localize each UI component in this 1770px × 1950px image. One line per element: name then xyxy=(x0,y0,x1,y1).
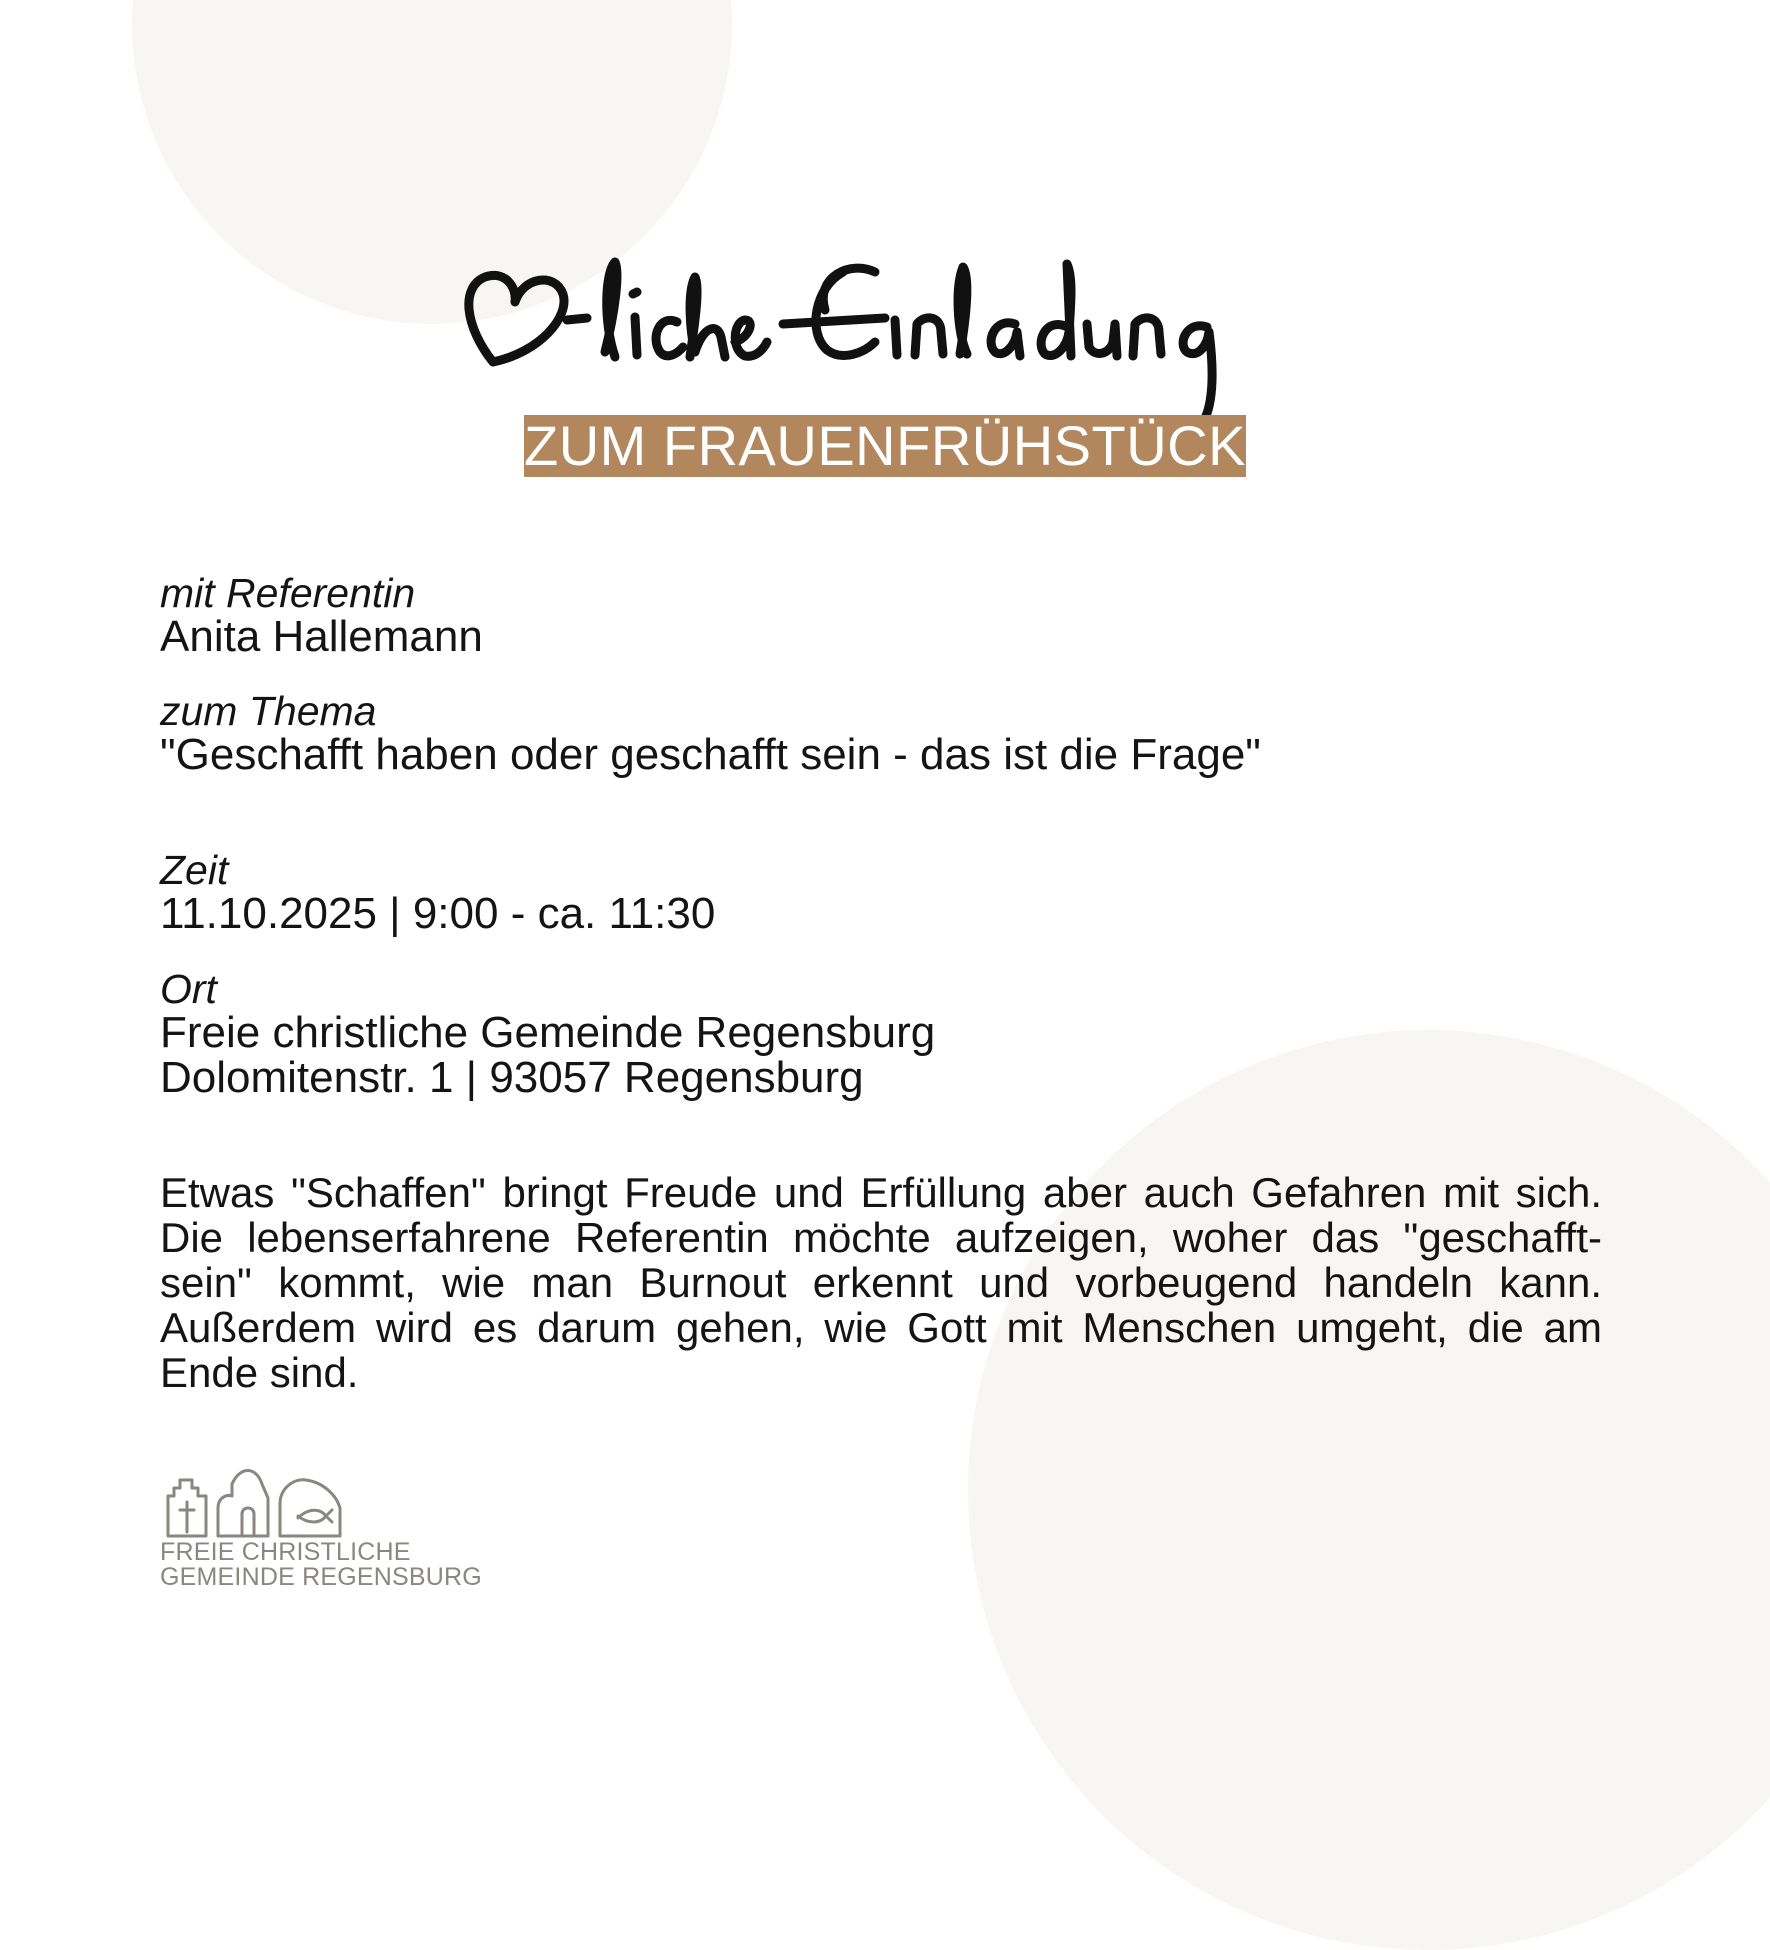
topic-title: "Geschafft haben oder geschafft sein - das ist die Frage" xyxy=(160,730,1261,779)
speaker-name: Anita Hallemann xyxy=(160,612,483,661)
time-label: Zeit xyxy=(160,847,229,893)
venue-address: Dolomitenstr. 1 | 93057 Regensburg xyxy=(160,1053,864,1102)
event-description: Etwas "Schaffen" bringt Freude und Erfüllung aber auch Gefahren mit sich. Die lebenserfahrene Referentin möchte aufzeigen, woher das "geschafft-sein" kommt, wie man Burnout erkennt und vorbeugend handeln kann. Außerdem wird es darum gehen, wie Gott mit Menschen umgeht, die am Ende sind. xyxy=(160,1169,1602,1396)
event-date-time: 11.10.2025 | 9:00 - ca. 11:30 xyxy=(160,889,716,938)
background-circle-bottom xyxy=(968,1030,1770,1950)
church-buildings-icon xyxy=(160,1458,350,1538)
speaker-label: mit Referentin xyxy=(160,570,416,616)
venue-name: Freie christliche Gemeinde Regensburg xyxy=(160,1008,936,1057)
topic-label: zum Thema xyxy=(160,688,377,734)
church-logo xyxy=(160,1458,520,1590)
place-label: Ort xyxy=(160,966,217,1012)
logo-text-line1: FREIE CHRISTLICHE xyxy=(160,1538,411,1566)
logo-text-line2: GEMEINDE REGENSBURG xyxy=(160,1563,482,1591)
event-subtitle-banner: ZUM FRAUENFRÜHSTÜCK xyxy=(524,414,1246,477)
